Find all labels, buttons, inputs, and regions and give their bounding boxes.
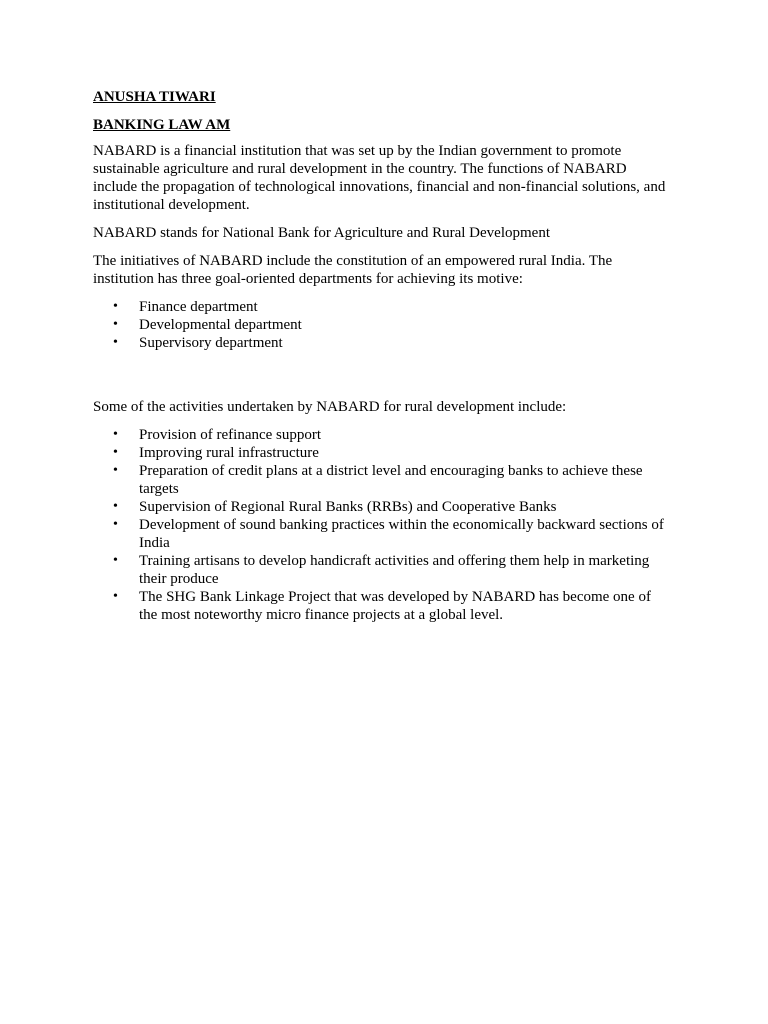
list-item-text: Improving rural infrastructure — [139, 445, 319, 461]
list-item — [93, 588, 673, 624]
list-item — [93, 298, 673, 316]
list-item — [93, 444, 673, 462]
paragraph-acronym: NABARD stands for National Bank for Agriculture and Rural Development — [93, 225, 550, 241]
list-item-text: Finance department — [139, 299, 258, 315]
paragraph-activities-intro: Some of the activities undertaken by NABARD for rural development include: — [93, 399, 567, 415]
bullet-icon: • — [113, 553, 118, 568]
list-item-text: Provision of refinance support — [139, 427, 322, 443]
list-item — [93, 316, 673, 334]
list-item-text: Developmental department — [139, 317, 302, 333]
document-subject: BANKING LAW AM — [93, 117, 231, 133]
list-item — [93, 426, 673, 444]
list-item — [93, 334, 673, 352]
document-body — [93, 88, 673, 624]
bullet-icon: • — [113, 517, 118, 532]
paragraph-intro: NABARD is a financial institution that was set up by the Indian government to promote sustainable agriculture and rural development in the country. The functions of NABARD include the propagation of technological innovations, financial and non-financial solutions, and institutional development. — [93, 143, 666, 213]
bullet-icon: • — [113, 589, 118, 604]
list-item-text: The SHG Bank Linkage Project that was developed by NABARD has become one of the most noteworthy micro finance projects at a global level. — [139, 589, 651, 623]
list-item-text: Development of sound banking practices within the economically backward sections of India — [139, 517, 664, 551]
bullet-icon: • — [113, 445, 118, 460]
list-item — [93, 516, 673, 552]
bullet-icon: • — [113, 463, 118, 478]
list-item-text: Supervision of Regional Rural Banks (RRBs) and Cooperative Banks — [139, 499, 557, 515]
bullet-icon: • — [113, 335, 118, 350]
list-item-text: Preparation of credit plans at a district level and encouraging banks to achieve these targets — [139, 463, 643, 497]
activities-list — [93, 426, 673, 624]
list-item-text: Training artisans to develop handicraft activities and offering them help in marketing their produce — [139, 553, 650, 587]
list-item — [93, 552, 673, 588]
bullet-icon: • — [113, 299, 118, 314]
bullet-icon: • — [113, 317, 118, 332]
list-item-text: Supervisory department — [139, 335, 283, 351]
list-item — [93, 498, 673, 516]
bullet-icon: • — [113, 499, 118, 514]
departments-list — [93, 298, 673, 352]
author-name: ANUSHA TIWARI — [93, 89, 216, 105]
paragraph-initiatives: The initiatives of NABARD include the constitution of an empowered rural India. The institution has three goal-oriented departments for achieving its motive: — [93, 253, 613, 287]
list-item — [93, 462, 673, 498]
bullet-icon: • — [113, 427, 118, 442]
